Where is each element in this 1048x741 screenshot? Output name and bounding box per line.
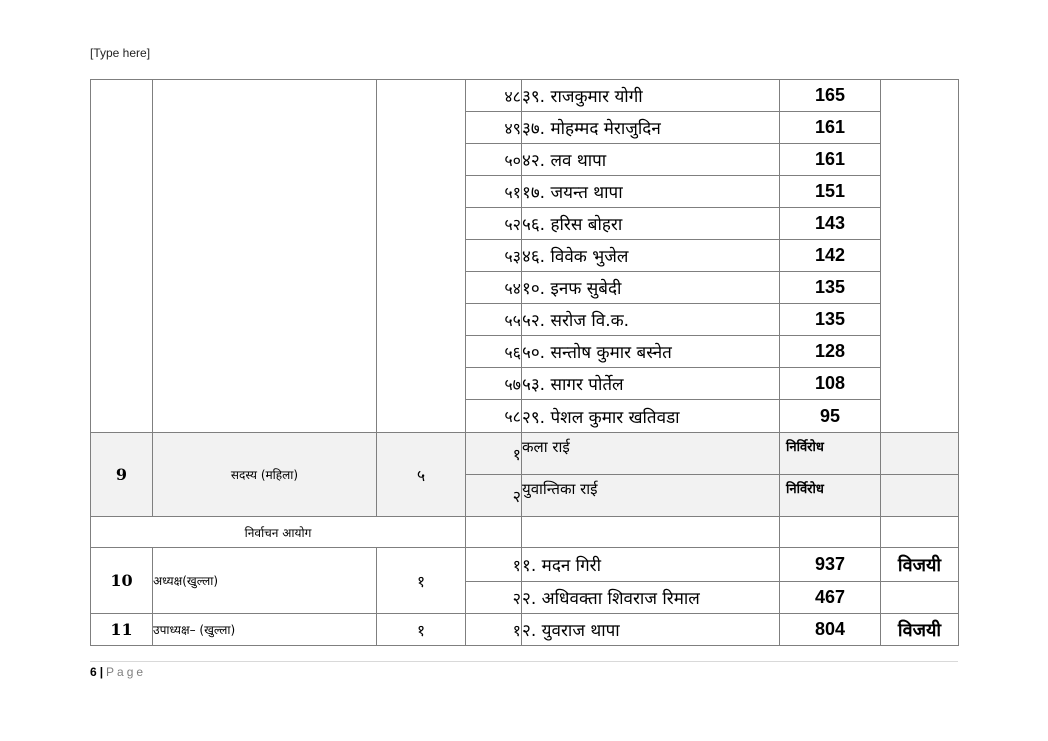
candidate-name: ३७. मोहम्मद मेराजुदिन xyxy=(522,112,780,144)
rank-cell: ४९ xyxy=(466,112,522,144)
rank-cell: ४८ xyxy=(466,80,522,112)
candidate-name: १. मदन गिरी xyxy=(522,548,780,582)
vote-count: 151 xyxy=(780,176,881,208)
vote-status: निर्विरोध xyxy=(780,475,881,517)
results-table xyxy=(90,79,959,646)
page-label: Page xyxy=(106,665,147,679)
rank-cell: ५६ xyxy=(466,336,522,368)
candidate-name: ५०. सन्तोष कुमार बस्नेत xyxy=(522,336,780,368)
vote-count: 108 xyxy=(780,368,881,400)
result-cell-empty xyxy=(881,80,959,433)
result-cell-empty xyxy=(881,433,959,475)
table-row xyxy=(91,614,959,646)
serial-number: 9 xyxy=(91,433,153,517)
page-footer xyxy=(90,665,146,679)
result-winner: विजयी xyxy=(881,548,959,582)
rank-cell: ५२ xyxy=(466,208,522,240)
serial-number: 11 xyxy=(91,614,153,646)
vote-count: 95 xyxy=(780,400,881,433)
empty-cell xyxy=(780,517,881,548)
table-row xyxy=(91,433,959,475)
candidate-name: कला राई xyxy=(522,433,780,475)
empty-cell xyxy=(466,517,522,548)
candidate-name: ४२. लव थापा xyxy=(522,144,780,176)
rank-cell: ५८ xyxy=(466,400,522,433)
page-number: 6 xyxy=(90,665,97,679)
empty-cell xyxy=(881,517,959,548)
seat-cell-empty xyxy=(377,80,466,433)
vote-count: 161 xyxy=(780,112,881,144)
table-row xyxy=(91,517,959,548)
candidate-name: १७. जयन्त थापा xyxy=(522,176,780,208)
vote-count: 937 xyxy=(780,548,881,582)
seat-count: १ xyxy=(377,548,466,614)
result-winner: विजयी xyxy=(881,614,959,646)
vote-count: 135 xyxy=(780,272,881,304)
result-cell xyxy=(881,582,959,614)
page-header: [Type here] xyxy=(90,46,151,60)
table-row xyxy=(91,80,959,112)
candidate-name: युवान्तिका राई xyxy=(522,475,780,517)
rank-cell: ५४ xyxy=(466,272,522,304)
rank-cell: ५० xyxy=(466,144,522,176)
rank-cell: ५७ xyxy=(466,368,522,400)
post-name: अध्यक्ष(खुल्ला) xyxy=(153,548,377,614)
candidate-name: २. अधिवक्ता शिवराज रिमाल xyxy=(522,582,780,614)
candidate-name: ५२. सरोज वि.क. xyxy=(522,304,780,336)
vote-count: 143 xyxy=(780,208,881,240)
sn-cell-empty xyxy=(91,80,153,433)
rank-cell: १ xyxy=(466,614,522,646)
vote-count: 804 xyxy=(780,614,881,646)
commission-heading: निर्वाचन आयोग xyxy=(91,517,466,548)
vote-count: 142 xyxy=(780,240,881,272)
footer-divider xyxy=(90,661,958,662)
vote-count: 165 xyxy=(780,80,881,112)
rank-cell: २ xyxy=(466,582,522,614)
vote-count: 467 xyxy=(780,582,881,614)
rank-cell: ५३ xyxy=(466,240,522,272)
post-name: सदस्य (महिला) xyxy=(153,433,377,517)
candidate-name: २९. पेशल कुमार खतिवडा xyxy=(522,400,780,433)
rank-cell: २ xyxy=(466,475,522,517)
seat-count: ५ xyxy=(377,433,466,517)
rank-cell: ५५ xyxy=(466,304,522,336)
vote-status: निर्विरोध xyxy=(780,433,881,475)
candidate-name: २. युवराज थापा xyxy=(522,614,780,646)
serial-number: 10 xyxy=(91,548,153,614)
vote-count: 135 xyxy=(780,304,881,336)
candidate-name: ४६. विवेक भुजेल xyxy=(522,240,780,272)
table-row xyxy=(91,548,959,582)
candidate-name: ५६. हरिस बोहरा xyxy=(522,208,780,240)
post-cell-empty xyxy=(153,80,377,433)
footer-separator: | xyxy=(99,665,104,679)
vote-count: 128 xyxy=(780,336,881,368)
result-cell-empty xyxy=(881,475,959,517)
post-name: उपाध्यक्ष– (खुल्ला) xyxy=(153,614,377,646)
rank-cell: १ xyxy=(466,548,522,582)
candidate-name: ३९. राजकुमार योगी xyxy=(522,80,780,112)
rank-cell: ५१ xyxy=(466,176,522,208)
candidate-name: १०. इनफ सुबेदी xyxy=(522,272,780,304)
empty-cell xyxy=(522,517,780,548)
rank-cell: १ xyxy=(466,433,522,475)
vote-count: 161 xyxy=(780,144,881,176)
candidate-name: ५३. सागर पोर्तेल xyxy=(522,368,780,400)
seat-count: १ xyxy=(377,614,466,646)
